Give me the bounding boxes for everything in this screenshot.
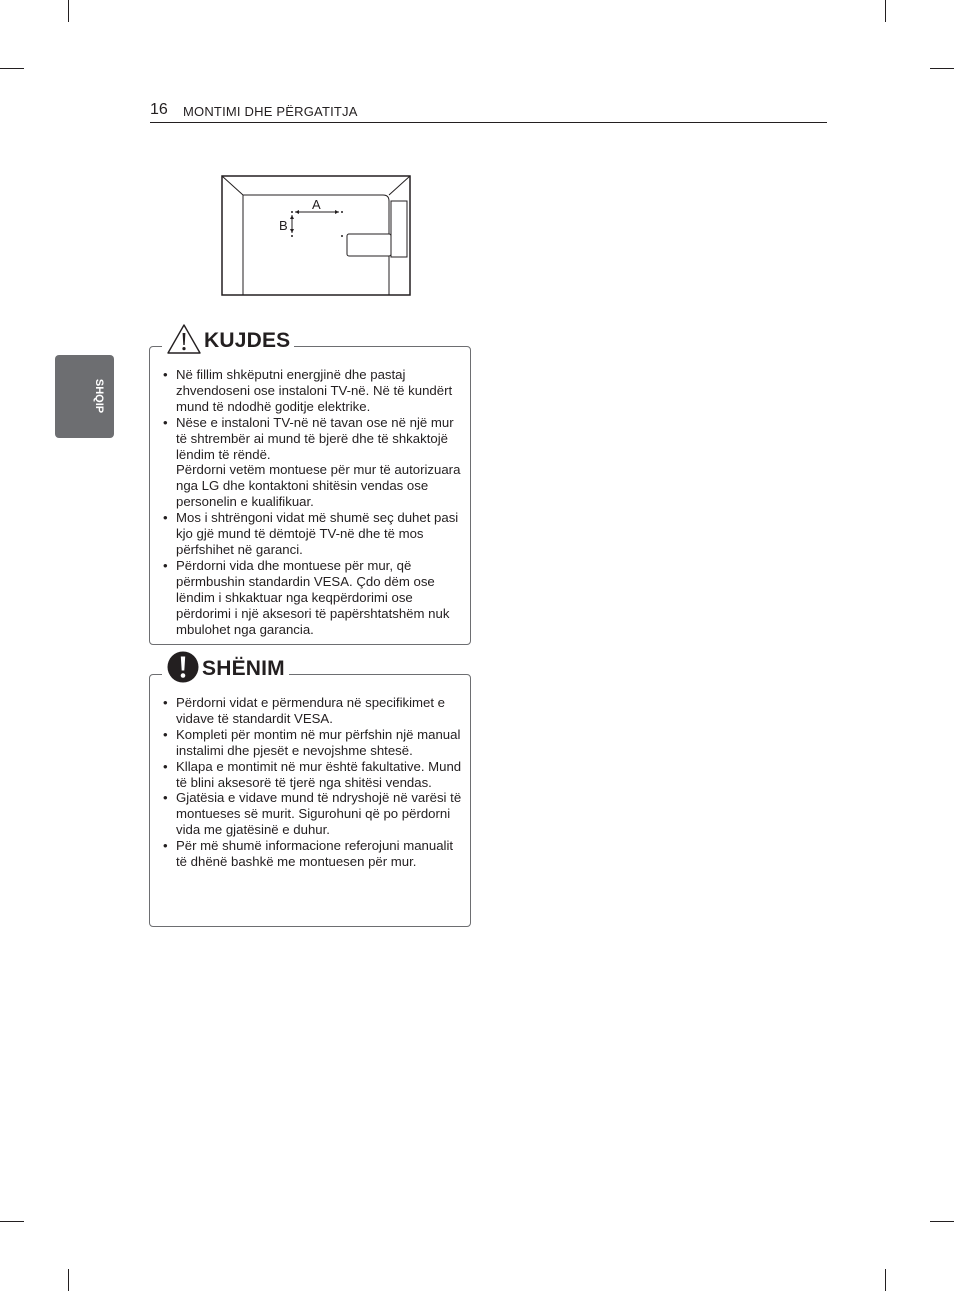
caution-list (162, 367, 462, 637)
list-item-extra-text: Përdorni vetëm montuese për mur të autorizuara nga LG dhe kontaktoni shitësin vendas ose personelin e kualifikuar. (176, 462, 461, 510)
dimension-a-label: A (312, 197, 321, 212)
caution-title: KUJDES (204, 329, 291, 352)
crop-mark (0, 68, 24, 69)
section-title: MONTIMI DHE PËRGATITJA (183, 104, 358, 119)
crop-mark (68, 1269, 69, 1291)
list-item-text: Mos i shtrëngoni vidat më shumë seç duhet pasi kjo gjë mund të dëmtojë TV-në dhe të mos përfshihet në garanci. (176, 510, 459, 557)
note-title: SHËNIM (202, 657, 285, 680)
list-item-text: Kllapa e montimit në mur është fakultative. Mund të blini aksesorë të tjerë nga shitësi vendas. (176, 758, 462, 790)
list-item (162, 727, 462, 759)
warning-triangle-icon (166, 323, 202, 360)
dimension-b-label: B (279, 218, 288, 233)
crop-mark (68, 0, 69, 22)
list-item-text: Përdorni vida dhe montuese për mur, që përmbushin standardin VESA. Çdo dëm ose lëndim i shkaktuar nga keqpërdorimi ose përdorimi i një aksesori të papërshtatshëm nuk mbulohet nga garancia. (176, 557, 450, 637)
list-item (162, 838, 462, 870)
list-item-text: Kompleti për montim në mur përfshin një manual instalimi dhe pjesët e nevojshme shtesë. (176, 726, 461, 758)
crop-mark (930, 68, 954, 69)
page-header (150, 100, 827, 123)
crop-mark (0, 1221, 24, 1222)
list-item-text: Për më shumë informacione referojuni manualit të dhënë bashkë me montuesen për mur. (176, 838, 454, 870)
language-tab (55, 355, 114, 438)
note-list (162, 695, 462, 870)
list-item (162, 695, 462, 727)
tv-terminal-box (347, 234, 391, 256)
vesa-hole (291, 235, 293, 237)
list-item (162, 790, 462, 838)
tv-back-diagram (221, 175, 413, 298)
exclamation-circle-icon (166, 650, 200, 689)
list-item (162, 510, 462, 558)
list-item (162, 367, 462, 415)
page-number: 16 (150, 101, 168, 118)
note-box (149, 657, 471, 927)
caution-box (149, 329, 471, 645)
vesa-hole (341, 235, 343, 237)
list-item-text: Gjatësia e vidave mund të ndryshojë në varësi të montueses së murit. Sigurohuni që po përdorni vida me gjatësinë e duhur. (176, 790, 462, 838)
vesa-hole (291, 211, 293, 213)
list-item (162, 558, 462, 638)
crop-mark (885, 0, 886, 22)
vesa-hole (341, 211, 343, 213)
caution-header (162, 323, 294, 359)
language-tab-label: SHQIP (93, 378, 105, 414)
list-item (162, 415, 462, 510)
list-item-text: Përdorni vidat e përmendura në specifikimet e vidave të standardit VESA. (176, 695, 446, 726)
list-item (162, 759, 462, 791)
list-item-text: Nëse e instaloni TV-në në tavan ose në një mur të shtrembër ai mund të bjerë dhe të shkaktojë lëndim të rëndë. (176, 414, 454, 462)
list-item-text: Në fillim shkëputni energjinë dhe pastaj zhvendoseni ose instaloni TV-në. Në të kundërt mund të ndodhë goditje elektrike. (176, 367, 453, 414)
crop-mark (930, 1221, 954, 1222)
note-header (162, 651, 289, 687)
crop-mark (885, 1269, 886, 1291)
